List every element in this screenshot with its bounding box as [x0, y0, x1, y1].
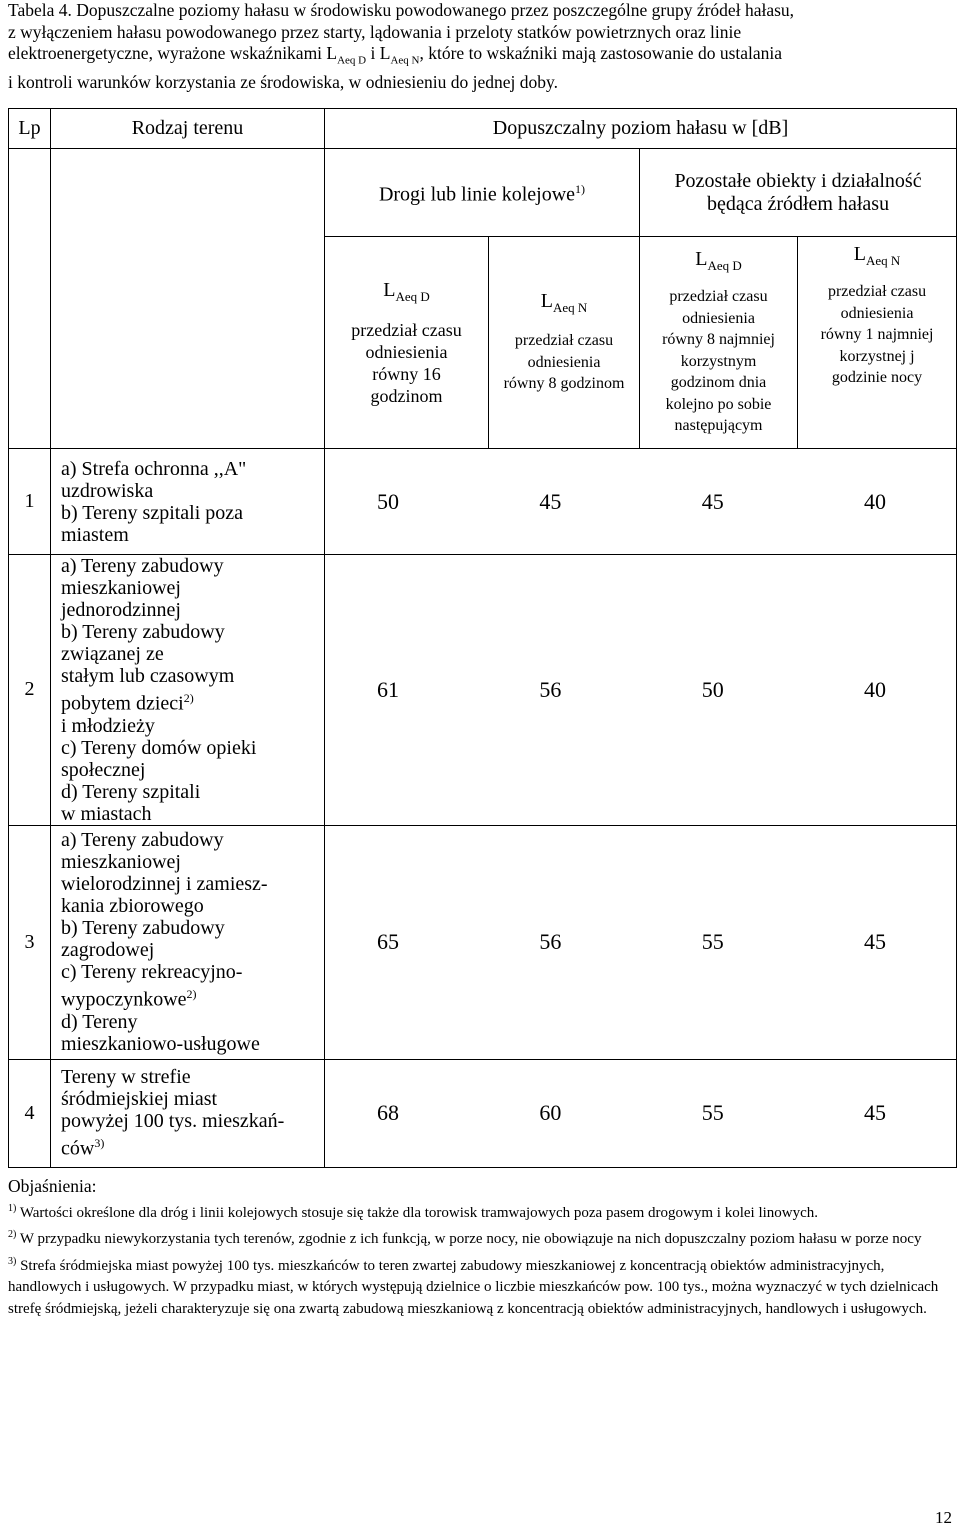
value-roads-day: 65	[377, 929, 399, 955]
header-lp: Lp	[9, 109, 51, 149]
caption-line-3: elektroenergetyczne, wyrażone wskaźnikami $L_{Aeq D}$ i $L_{Aeq N}$, które to wskaźniki mają zastosowanie do ustalania	[8, 43, 783, 67]
value-other-night: 40	[864, 676, 887, 702]
table-row	[9, 1059, 957, 1167]
header-limit: Dopuszczalny poziom hałasu w [dB]	[325, 109, 957, 149]
header-col-roads-day: $L_{Aeq D}$ przedział czasu odniesienia równy 16 godzinom	[325, 237, 489, 449]
noise-limits-table	[8, 108, 957, 1168]
row-area-type: Tereny w strefie śródmiejskiej miast powyżej 100 tys. mieszkań- ców$^{3)}$	[51, 1059, 325, 1167]
header-roads: Drogi lub linie kolejowe$^{1)}$	[325, 149, 640, 237]
row-area-type: a) Tereny zabudowy mieszkaniowej wielorodzinnej i zamiesz- kania zbiorowego b) Tereny zabudowy zagrodowej c) Tereny rekreacyjno- wypoczynkowe$^{2)}$ d) Tereny mieszkaniowo-usługowe	[51, 825, 325, 1059]
row-values	[325, 1059, 957, 1167]
header-col-roads-night: $L_{Aeq N}$ przedział czasu odniesienia równy 8 godzinom	[489, 237, 640, 449]
footnotes-title: Objaśnienia:	[8, 1176, 97, 1196]
value-roads-night: 56	[539, 929, 562, 955]
value-other-night: 45	[864, 1100, 887, 1126]
value-roads-night: 56	[539, 676, 562, 702]
value-other-day: 55	[701, 1100, 724, 1126]
footnote-2: $^{2)}$ W przypadku niewykorzystania tych terenów, zgodnie z ich funkcją, w porze nocy, nie obowiązuje na nich dopuszczalny poziom hałasu w porze nocy	[8, 1229, 922, 1247]
value-other-day: 50	[701, 676, 724, 702]
value-roads-day: 61	[377, 676, 399, 702]
row-lp: 4	[9, 1059, 51, 1167]
table-row	[9, 555, 957, 826]
value-other-night: 45	[864, 929, 887, 955]
footnote-3: $^{3)}$ Strefa śródmiejska miast powyżej 100 tys. mieszkańców to teren zwartej zabudowy mieszkaniowej z koncentracją obiektów administracyjnych, handlowych i usługowych. W przypadku miast, w których występują dzielnice o liczbie mieszkańców pow. 100 tys., można wyznaczyć w tych dzielnicach strefę śródmiejską, jeżeli charakteryzuje się ona zwartą zabudową mieszkaniową z koncentracją obiektów administracyjnych, handlowych i usługowych.	[8, 1255, 939, 1317]
value-roads-day: 50	[377, 488, 399, 514]
value-roads-day: 68	[377, 1100, 399, 1126]
caption-line-4: i kontroli warunków korzystania ze środowiska, w odniesieniu do jednej doby.	[8, 72, 559, 92]
header-area-blank	[51, 149, 325, 449]
header-lp-blank	[9, 149, 51, 449]
header-col-other-day: $L_{Aeq D}$ przedział czasu odniesienia równy 8 najmniej korzystnym godzinom dnia kolejno po sobie następującym	[640, 237, 798, 449]
table-caption	[8, 0, 956, 94]
header-other-sources: Pozostałe obiekty i działalność będąca źródłem hałasu	[640, 149, 957, 237]
page-number: 12	[935, 1508, 952, 1527]
caption-line-2: z wyłączeniem hałasu powodowanego przez starty, lądowania i przeloty statków powietrznych oraz linie	[8, 21, 742, 42]
footnote-1: $^{1)}$ Wartości określone dla dróg i linii kolejowych stosuje się także dla torowisk tramwajowych poza pasem drogowym i kolei linowych.	[8, 1202, 819, 1221]
row-lp: 1	[9, 449, 51, 555]
value-roads-night: 60	[539, 1100, 562, 1126]
value-other-day: 55	[701, 929, 724, 955]
row-values	[325, 449, 957, 555]
row-lp: 2	[9, 555, 51, 826]
row-area-type: a) Tereny zabudowy mieszkaniowej jednorodzinnej b) Tereny zabudowy związanej ze stałym lub czasowym pobytem dzieci$^{2)}$ i młodzieży c) Tereny domów opieki społecznej d) Tereny szpitali w miastach	[51, 555, 325, 826]
header-col-other-night: $L_{Aeq N}$ przedział czasu odniesienia równy 1 najmniej korzystnej j godzinie nocy	[798, 237, 957, 449]
caption-line-1: Tabela 4. Dopuszczalne poziomy hałasu w środowisku powodowanego przez poszczególne grupy źródeł hałasu,	[8, 0, 795, 20]
header-area-type: Rodzaj terenu	[51, 109, 325, 149]
value-other-night: 40	[864, 488, 887, 514]
row-values	[325, 555, 957, 826]
value-roads-night: 45	[539, 488, 562, 514]
footnotes	[8, 1176, 954, 1320]
row-area-type: a) Strefa ochronna ,,A" uzdrowiska b) Tereny szpitali poza miastem	[51, 449, 325, 555]
row-values	[325, 825, 957, 1059]
value-other-day: 45	[701, 488, 724, 514]
row-lp: 3	[9, 825, 51, 1059]
table-row	[9, 825, 957, 1059]
table-row	[9, 449, 957, 555]
